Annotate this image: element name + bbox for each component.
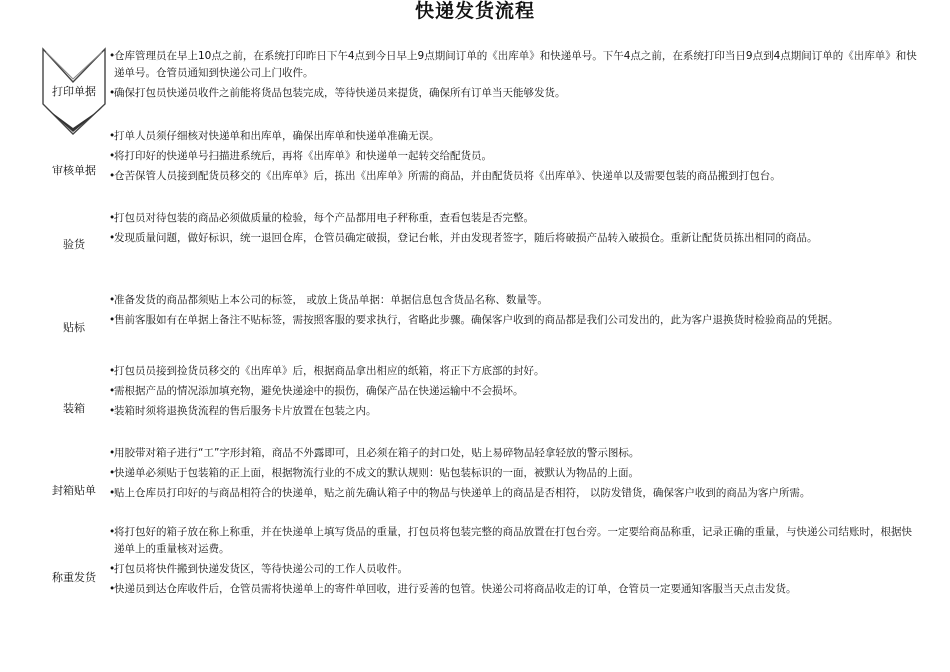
bullet-item: •快递员到达仓库收件后，仓管员需将快递单上的寄件单回收，进行妥善的包管。快递公司将商品收走的订单，仓管员一定要通知客服当天点击发货。: [109, 583, 797, 595]
bullet-item: •打包员将快件搬到快递发货区，等待快递公司的工作人员收件。: [109, 563, 408, 575]
bullet-item: •打包员员接到捡货员移交的《出库单》后，根据商品拿出相应的纸箱，将正下方底部的封好。: [109, 365, 545, 377]
bullet-item: •装箱时须将退换货流程的售后服务卡片放置在包装之内。: [109, 405, 377, 417]
step-5-bullets: [109, 363, 921, 423]
bullet-item: •仓苦保管人员接到配货员移交的《出库单》后，拣出《出库单》所需的商品，并由配货员将《出库单》、快递单以及需要包装的商品搬到打包台。: [109, 170, 781, 182]
step-label-label: 贴标: [63, 321, 85, 334]
step-6-bullets: [109, 445, 921, 505]
step-7-bullets: [109, 524, 921, 601]
bullet-item: •打单人员须仔细核对快递单和出库单，确保出库单和快递单准确无误。: [109, 130, 440, 142]
bullet-item: •快递单必须贴于包装箱的正上面，根据物流行业的不成文的默认规则：贴包装标识的一面，被默认为物品的上面。: [109, 467, 639, 479]
step-label-seal: 封箱贴单: [52, 484, 96, 497]
bullet-item: •将打包好的箱子放在称上称重，并在快递单上填写货品的重量，打包员将包装完整的商品放置在打包台旁。一定要给商品称重，记录正确的重量，与快递公司结账时，根据快递单上的重量核对运费。: [109, 526, 912, 555]
bullet-item: •贴上仓库员打印好的与商品相符合的快递单，贴之前先确认箱子中的物品与快递单上的商品是否相符， 以防发错货，确保客户收到的商品为客户所需。: [109, 487, 811, 499]
step-label-review: 审核单据: [52, 164, 96, 177]
step-label-pack: 装箱: [63, 402, 85, 415]
bullet-item: •用胶带对箱子进行“工”字形封箱，商品不外露即可，且必须在箱子的封口处，贴上易碎物品轻拿轻放的警示图标。: [109, 447, 640, 459]
step-2-bullets: [109, 128, 921, 188]
page-title: 快递发货流程: [414, 0, 535, 22]
bullet-item: •准备发货的商品都须贴上本公司的标签， 或放上货品单据：单据信息包含货品名称、数量等。: [109, 294, 548, 306]
bullet-item: •需根据产品的情况添加填充物，避免快递途中的损伤，确保产品在快递运输中不会损坏。: [109, 385, 524, 397]
step-1-bullets: [109, 48, 921, 105]
bullet-item: •确保打包员快递员收件之前能将货品包装完成，等待快递员来提货，确保所有订单当天能够发货。: [109, 87, 566, 99]
bullet-item: •打包员对待包装的商品必须做质量的检验，每个产品都用电子秤称重，查看包装是否完整。: [109, 212, 534, 224]
bullet-item: •将打印好的快递单号扫描进系统后，再将《出库单》和快递单一起转交给配货员。: [109, 150, 492, 162]
step-label-print: 打印单据: [52, 85, 96, 98]
bullet-item: •售前客服如有在单据上备注不贴标签，需按照客服的要求执行，省略此步骤。确保客户收到的商品都是我们公司发出的，此为客户退换货时检验商品的凭据。: [109, 314, 839, 326]
step-label-weigh-ship: 称重发货: [52, 571, 96, 584]
step-label-inspect: 验货: [63, 238, 85, 251]
bullet-item: •发现质量问题，做好标识，统一退回仓库，仓管员确定破损，登记台帐，并由发现者签字，随后将破损产品转入破损仓。重新让配货员拣出相同的商品。: [109, 232, 818, 244]
step-3-bullets: [109, 210, 921, 250]
bullet-item: •仓库管理员在早上10点之前，在系统打印昨日下午4点到今日早上9点期间订单的《出库单》和快递单号。下午4点之前，在系统打印当日9点到4点期间订单的《出库单》和快递单号。仓管员通知到快递公司上门收件。: [109, 50, 917, 79]
step-4-bullets: [109, 292, 921, 332]
